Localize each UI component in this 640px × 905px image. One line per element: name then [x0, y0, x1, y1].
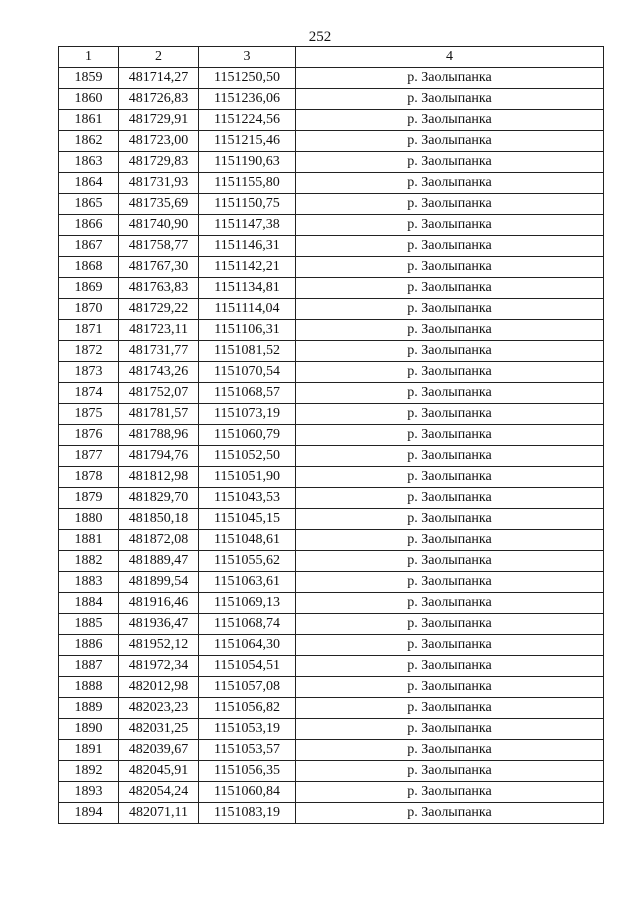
table-row — [59, 572, 604, 593]
cell-point-number: 1868 — [59, 257, 119, 278]
table-row — [59, 593, 604, 614]
cell-point-number: 1877 — [59, 446, 119, 467]
cell-description: р. Заолыпанка — [296, 152, 604, 173]
cell-y-coordinate: 1151055,62 — [199, 551, 296, 572]
cell-description: р. Заолыпанка — [296, 110, 604, 131]
table-row — [59, 677, 604, 698]
cell-point-number: 1871 — [59, 320, 119, 341]
cell-x-coordinate: 481936,47 — [119, 614, 199, 635]
table-row — [59, 425, 604, 446]
cell-point-number: 1875 — [59, 404, 119, 425]
cell-y-coordinate: 1151083,19 — [199, 803, 296, 824]
table-row — [59, 719, 604, 740]
cell-x-coordinate: 482023,23 — [119, 698, 199, 719]
cell-x-coordinate: 481889,47 — [119, 551, 199, 572]
table-row — [59, 446, 604, 467]
cell-point-number: 1876 — [59, 425, 119, 446]
cell-point-number: 1878 — [59, 467, 119, 488]
cell-description: р. Заолыпанка — [296, 68, 604, 89]
table-row — [59, 278, 604, 299]
cell-x-coordinate: 482031,25 — [119, 719, 199, 740]
cell-y-coordinate: 1151056,35 — [199, 761, 296, 782]
cell-x-coordinate: 481916,46 — [119, 593, 199, 614]
table-row — [59, 194, 604, 215]
cell-y-coordinate: 1151134,81 — [199, 278, 296, 299]
cell-point-number: 1890 — [59, 719, 119, 740]
table-row — [59, 509, 604, 530]
cell-y-coordinate: 1151150,75 — [199, 194, 296, 215]
cell-point-number: 1859 — [59, 68, 119, 89]
table-row — [59, 635, 604, 656]
cell-description: р. Заолыпанка — [296, 194, 604, 215]
cell-point-number: 1862 — [59, 131, 119, 152]
cell-x-coordinate: 481829,70 — [119, 488, 199, 509]
cell-description: р. Заолыпанка — [296, 719, 604, 740]
cell-y-coordinate: 1151081,52 — [199, 341, 296, 362]
cell-y-coordinate: 1151043,53 — [199, 488, 296, 509]
cell-y-coordinate: 1151224,56 — [199, 110, 296, 131]
cell-y-coordinate: 1151142,21 — [199, 257, 296, 278]
cell-y-coordinate: 1151051,90 — [199, 467, 296, 488]
cell-x-coordinate: 481899,54 — [119, 572, 199, 593]
cell-y-coordinate: 1151056,82 — [199, 698, 296, 719]
cell-description: р. Заолыпанка — [296, 320, 604, 341]
cell-point-number: 1887 — [59, 656, 119, 677]
table-row — [59, 656, 604, 677]
coordinates-table — [58, 46, 604, 824]
cell-x-coordinate: 481972,34 — [119, 656, 199, 677]
cell-x-coordinate: 482039,67 — [119, 740, 199, 761]
cell-x-coordinate: 481767,30 — [119, 257, 199, 278]
table-row — [59, 488, 604, 509]
table-row — [59, 89, 604, 110]
cell-point-number: 1894 — [59, 803, 119, 824]
cell-x-coordinate: 481763,83 — [119, 278, 199, 299]
column-header-number: 1 — [59, 47, 119, 68]
cell-y-coordinate: 1151250,50 — [199, 68, 296, 89]
cell-x-coordinate: 482054,24 — [119, 782, 199, 803]
cell-point-number: 1885 — [59, 614, 119, 635]
cell-y-coordinate: 1151060,84 — [199, 782, 296, 803]
table-row — [59, 320, 604, 341]
table-body — [59, 68, 604, 824]
cell-description: р. Заолыпанка — [296, 89, 604, 110]
table-row — [59, 467, 604, 488]
table-row — [59, 698, 604, 719]
cell-y-coordinate: 1151147,38 — [199, 215, 296, 236]
cell-x-coordinate: 481714,27 — [119, 68, 199, 89]
cell-x-coordinate: 481743,26 — [119, 362, 199, 383]
cell-x-coordinate: 481723,11 — [119, 320, 199, 341]
cell-point-number: 1882 — [59, 551, 119, 572]
cell-description: р. Заолыпанка — [296, 488, 604, 509]
cell-description: р. Заолыпанка — [296, 551, 604, 572]
cell-point-number: 1867 — [59, 236, 119, 257]
cell-y-coordinate: 1151190,63 — [199, 152, 296, 173]
cell-point-number: 1892 — [59, 761, 119, 782]
table-row — [59, 761, 604, 782]
cell-point-number: 1872 — [59, 341, 119, 362]
cell-description: р. Заолыпанка — [296, 572, 604, 593]
cell-point-number: 1865 — [59, 194, 119, 215]
cell-point-number: 1883 — [59, 572, 119, 593]
cell-description: р. Заолыпанка — [296, 257, 604, 278]
cell-description: р. Заолыпанка — [296, 677, 604, 698]
cell-x-coordinate: 482012,98 — [119, 677, 199, 698]
cell-x-coordinate: 481812,98 — [119, 467, 199, 488]
cell-point-number: 1888 — [59, 677, 119, 698]
cell-point-number: 1891 — [59, 740, 119, 761]
cell-point-number: 1880 — [59, 509, 119, 530]
cell-description: р. Заолыпанка — [296, 446, 604, 467]
table-row — [59, 530, 604, 551]
table-row — [59, 152, 604, 173]
cell-y-coordinate: 1151063,61 — [199, 572, 296, 593]
cell-x-coordinate: 481788,96 — [119, 425, 199, 446]
cell-point-number: 1886 — [59, 635, 119, 656]
cell-y-coordinate: 1151060,79 — [199, 425, 296, 446]
table-row — [59, 341, 604, 362]
cell-y-coordinate: 1151069,13 — [199, 593, 296, 614]
cell-x-coordinate: 481850,18 — [119, 509, 199, 530]
cell-y-coordinate: 1151155,80 — [199, 173, 296, 194]
cell-description: р. Заолыпанка — [296, 530, 604, 551]
cell-point-number: 1864 — [59, 173, 119, 194]
table-row — [59, 551, 604, 572]
cell-point-number: 1874 — [59, 383, 119, 404]
table-row — [59, 362, 604, 383]
table-row — [59, 236, 604, 257]
cell-y-coordinate: 1151053,57 — [199, 740, 296, 761]
cell-x-coordinate: 481752,07 — [119, 383, 199, 404]
cell-y-coordinate: 1151070,54 — [199, 362, 296, 383]
cell-x-coordinate: 481731,77 — [119, 341, 199, 362]
cell-x-coordinate: 481729,22 — [119, 299, 199, 320]
table-row — [59, 257, 604, 278]
cell-x-coordinate: 481872,08 — [119, 530, 199, 551]
cell-description: р. Заолыпанка — [296, 782, 604, 803]
column-header-y: 3 — [199, 47, 296, 68]
table-row — [59, 614, 604, 635]
table-row — [59, 383, 604, 404]
cell-x-coordinate: 481729,91 — [119, 110, 199, 131]
cell-description: р. Заолыпанка — [296, 467, 604, 488]
cell-y-coordinate: 1151045,15 — [199, 509, 296, 530]
cell-y-coordinate: 1151106,31 — [199, 320, 296, 341]
cell-y-coordinate: 1151052,50 — [199, 446, 296, 467]
cell-description: р. Заолыпанка — [296, 656, 604, 677]
cell-description: р. Заолыпанка — [296, 341, 604, 362]
cell-y-coordinate: 1151114,04 — [199, 299, 296, 320]
cell-point-number: 1873 — [59, 362, 119, 383]
table-header-row — [59, 47, 604, 68]
cell-x-coordinate: 481726,83 — [119, 89, 199, 110]
page-number: 252 — [308, 29, 332, 45]
cell-description: р. Заолыпанка — [296, 278, 604, 299]
cell-description: р. Заолыпанка — [296, 383, 604, 404]
cell-y-coordinate: 1151053,19 — [199, 719, 296, 740]
cell-description: р. Заолыпанка — [296, 614, 604, 635]
table-row — [59, 404, 604, 425]
cell-point-number: 1869 — [59, 278, 119, 299]
column-header-x: 2 — [119, 47, 199, 68]
table-row — [59, 215, 604, 236]
cell-point-number: 1866 — [59, 215, 119, 236]
cell-point-number: 1884 — [59, 593, 119, 614]
cell-description: р. Заолыпанка — [296, 509, 604, 530]
cell-y-coordinate: 1151146,31 — [199, 236, 296, 257]
cell-description: р. Заолыпанка — [296, 593, 604, 614]
cell-description: р. Заолыпанка — [296, 803, 604, 824]
cell-y-coordinate: 1151215,46 — [199, 131, 296, 152]
cell-x-coordinate: 481758,77 — [119, 236, 199, 257]
table-row — [59, 131, 604, 152]
cell-x-coordinate: 481723,00 — [119, 131, 199, 152]
cell-x-coordinate: 481735,69 — [119, 194, 199, 215]
column-header-description: 4 — [296, 47, 604, 68]
cell-y-coordinate: 1151236,06 — [199, 89, 296, 110]
cell-x-coordinate: 481729,83 — [119, 152, 199, 173]
table-row — [59, 299, 604, 320]
cell-description: р. Заолыпанка — [296, 404, 604, 425]
cell-point-number: 1889 — [59, 698, 119, 719]
cell-x-coordinate: 481740,90 — [119, 215, 199, 236]
table-row — [59, 68, 604, 89]
cell-y-coordinate: 1151068,74 — [199, 614, 296, 635]
cell-y-coordinate: 1151048,61 — [199, 530, 296, 551]
cell-point-number: 1893 — [59, 782, 119, 803]
cell-description: р. Заолыпанка — [296, 761, 604, 782]
table-row — [59, 740, 604, 761]
cell-y-coordinate: 1151073,19 — [199, 404, 296, 425]
cell-point-number: 1881 — [59, 530, 119, 551]
cell-point-number: 1860 — [59, 89, 119, 110]
cell-description: р. Заолыпанка — [296, 362, 604, 383]
cell-description: р. Заолыпанка — [296, 173, 604, 194]
cell-y-coordinate: 1151064,30 — [199, 635, 296, 656]
cell-description: р. Заолыпанка — [296, 236, 604, 257]
cell-x-coordinate: 481794,76 — [119, 446, 199, 467]
cell-x-coordinate: 481781,57 — [119, 404, 199, 425]
cell-description: р. Заолыпанка — [296, 698, 604, 719]
cell-description: р. Заолыпанка — [296, 299, 604, 320]
cell-description: р. Заолыпанка — [296, 425, 604, 446]
cell-description: р. Заолыпанка — [296, 740, 604, 761]
cell-x-coordinate: 482045,91 — [119, 761, 199, 782]
cell-description: р. Заолыпанка — [296, 215, 604, 236]
table-row — [59, 782, 604, 803]
cell-point-number: 1879 — [59, 488, 119, 509]
cell-x-coordinate: 481952,12 — [119, 635, 199, 656]
table-row — [59, 110, 604, 131]
cell-x-coordinate: 482071,11 — [119, 803, 199, 824]
cell-point-number: 1861 — [59, 110, 119, 131]
table-row — [59, 173, 604, 194]
cell-y-coordinate: 1151057,08 — [199, 677, 296, 698]
cell-y-coordinate: 1151068,57 — [199, 383, 296, 404]
cell-point-number: 1870 — [59, 299, 119, 320]
cell-description: р. Заолыпанка — [296, 131, 604, 152]
cell-y-coordinate: 1151054,51 — [199, 656, 296, 677]
table-row — [59, 803, 604, 824]
cell-point-number: 1863 — [59, 152, 119, 173]
cell-x-coordinate: 481731,93 — [119, 173, 199, 194]
cell-description: р. Заолыпанка — [296, 635, 604, 656]
